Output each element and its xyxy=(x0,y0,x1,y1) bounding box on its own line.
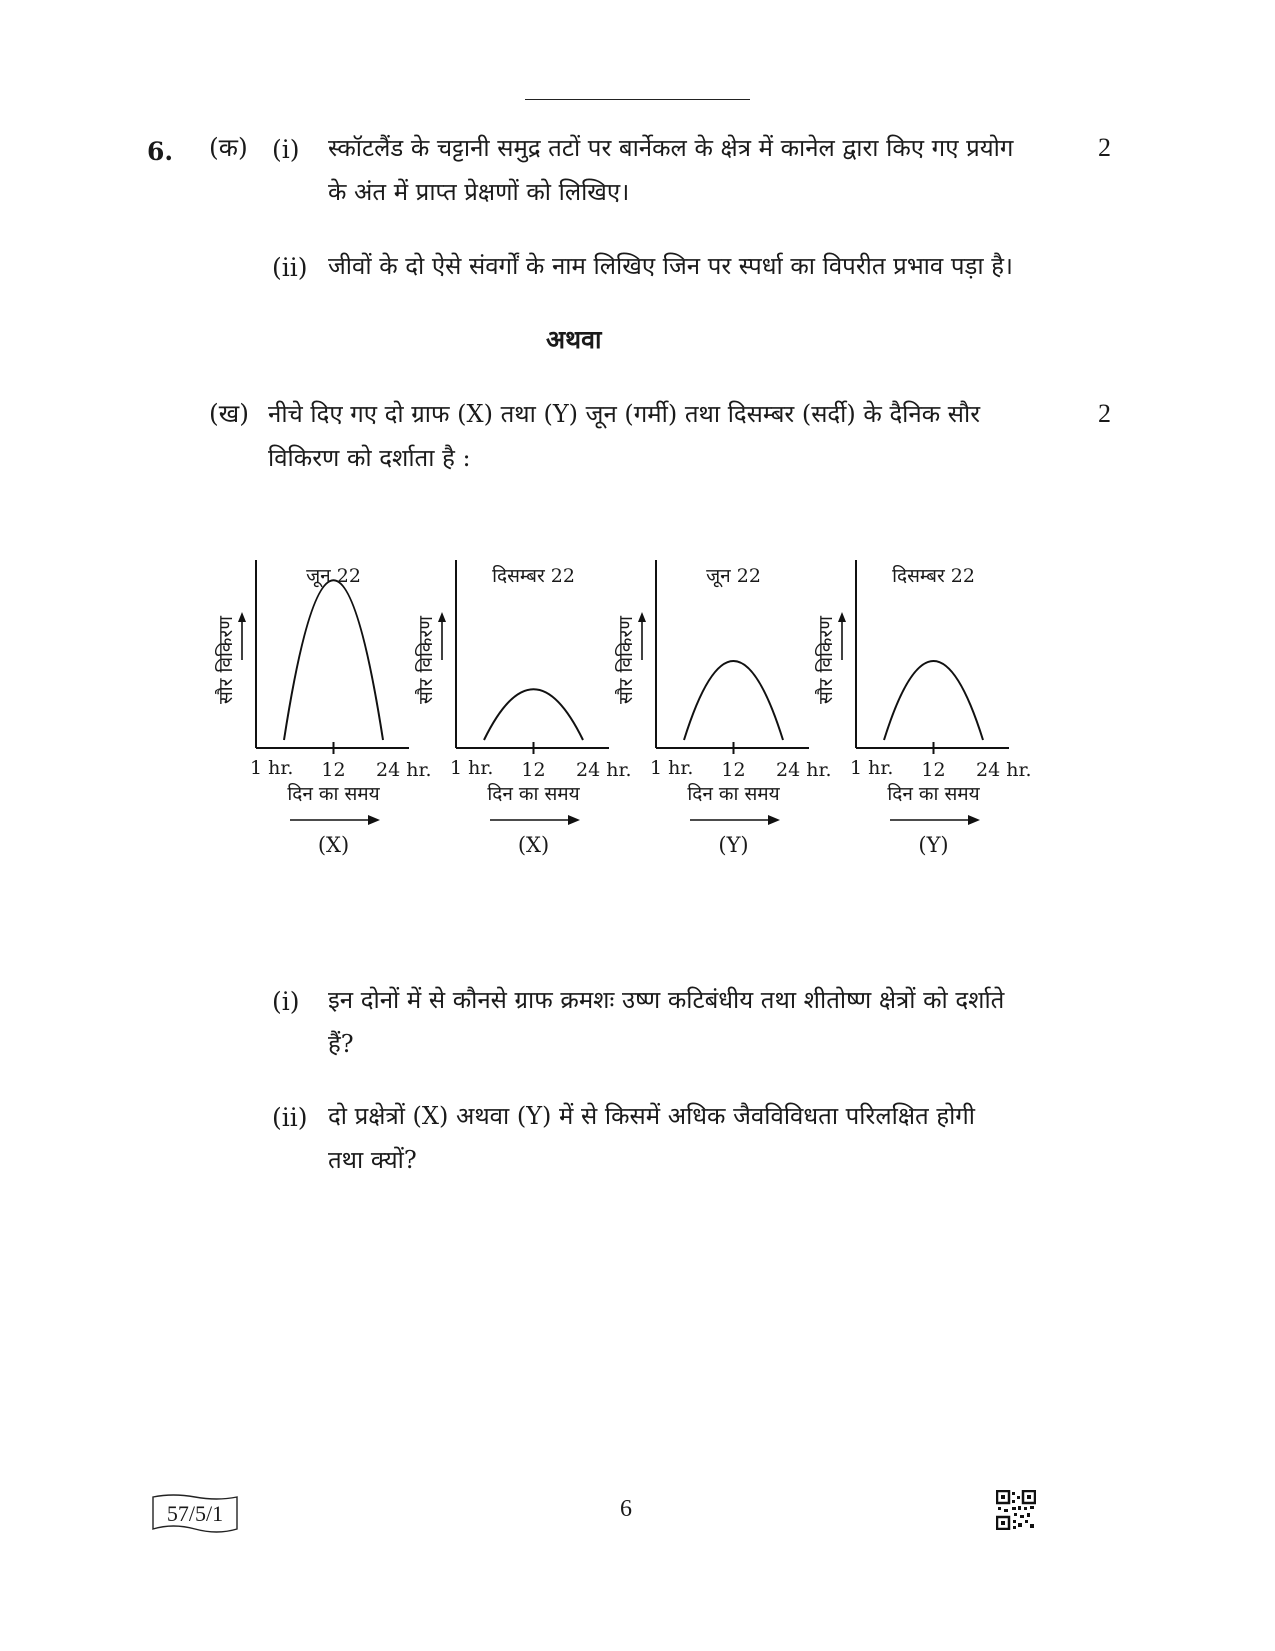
b-i-label: (i) xyxy=(272,987,300,1016)
x-tick-label-end-1: 24 hr. xyxy=(576,759,632,781)
x-tick-label-mid-1: 12 xyxy=(521,759,546,781)
qr-code-icon xyxy=(996,1490,1036,1530)
a-i-label: (i) xyxy=(272,135,300,164)
b-line2: विकिरण को दर्शाता है : xyxy=(268,444,471,472)
x-axis-label-3: दिन का समय xyxy=(887,783,980,805)
a-i-line1: स्कॉटलैंड के चट्टानी समुद्र तटों पर बार्नेकल के क्षेत्र में कानेल द्वारा किए गए प्रयोग xyxy=(328,134,1014,162)
x-arrow-head-icon-2 xyxy=(768,815,780,825)
part-a-label: (क) xyxy=(209,133,248,162)
x-tick-label-mid-2: 12 xyxy=(721,759,746,781)
a-ii-label: (ii) xyxy=(272,253,308,282)
question-number: 6. xyxy=(147,137,174,166)
b-ii-line2: तथा क्यों? xyxy=(328,1146,417,1174)
top-rule xyxy=(525,99,750,100)
x-axis-label-2: दिन का समय xyxy=(687,783,780,805)
b-i-line2: हैं? xyxy=(328,1030,354,1058)
x-tick-label-start-2: 1 hr. xyxy=(650,757,694,779)
x-tick-label-mid-0: 12 xyxy=(321,759,346,781)
radiation-curve-0 xyxy=(284,580,383,740)
chart-title-0: जून 22 xyxy=(306,565,361,587)
y-axis-label-3: सौर विकिरण xyxy=(815,615,837,705)
a-i-line2: के अंत में प्राप्त प्रेक्षणों को लिखिए। xyxy=(328,178,630,206)
y-axis-label-1: सौर विकिरण xyxy=(415,615,437,705)
b-line1: नीचे दिए गए दो ग्राफ (X) तथा (Y) जून (गर्मी) तथा दिसम्बर (सर्दी) के दैनिक सौर xyxy=(268,400,981,428)
a-ii-text: जीवों के दो ऐसे संवर्गों के नाम लिखिए जिन पर स्पर्धा का विपरीत प्रभाव पड़ा है। xyxy=(328,252,1014,280)
b-ii-label: (ii) xyxy=(272,1103,308,1132)
paper-code-box xyxy=(151,1493,239,1535)
radiation-curve-1 xyxy=(484,689,583,740)
x-tick-label-end-0: 24 hr. xyxy=(376,759,432,781)
x-tick-label-start-0: 1 hr. xyxy=(250,757,294,779)
y-arrow-head-icon-2 xyxy=(638,612,646,622)
chart-title-3: दिसम्बर 22 xyxy=(892,565,975,587)
x-tick-label-start-3: 1 hr. xyxy=(850,757,894,779)
graph-group-label-0: (X) xyxy=(317,833,350,857)
part-b-marks: 2 xyxy=(1098,399,1111,428)
y-arrow-head-icon-1 xyxy=(438,612,446,622)
solar-radiation-graphs xyxy=(200,560,1080,900)
part-a-marks: 2 xyxy=(1098,133,1111,162)
x-tick-label-end-3: 24 hr. xyxy=(976,759,1032,781)
y-axis-label-2: सौर विकिरण xyxy=(615,615,637,705)
y-arrow-head-icon-0 xyxy=(238,612,246,622)
b-i-line1: इन दोनों में से कौनसे ग्राफ क्रमशः उष्ण कटिबंधीय तथा शीतोष्ण क्षेत्रों को दर्शाते xyxy=(328,986,1005,1014)
graph-group-label-3: (Y) xyxy=(918,833,949,857)
solar-radiation-charts-svg xyxy=(200,560,1080,900)
chart-title-2: जून 22 xyxy=(706,565,761,587)
part-b-label: (ख) xyxy=(209,399,249,428)
x-arrow-head-icon-0 xyxy=(368,815,380,825)
x-tick-label-end-2: 24 hr. xyxy=(776,759,832,781)
radiation-curve-2 xyxy=(684,661,783,740)
graph-group-label-1: (X) xyxy=(517,833,550,857)
x-arrow-head-icon-1 xyxy=(568,815,580,825)
page-number: 6 xyxy=(620,1496,632,1522)
y-arrow-head-icon-3 xyxy=(838,612,846,622)
y-axis-label-0: सौर विकिरण xyxy=(215,615,237,705)
x-tick-label-start-1: 1 hr. xyxy=(450,757,494,779)
x-axis-label-0: दिन का समय xyxy=(287,783,380,805)
b-ii-line1: दो प्रक्षेत्रों (X) अथवा (Y) में से किसमें अधिक जैवविविधता परिलक्षित होगी xyxy=(328,1102,976,1130)
x-tick-label-mid-3: 12 xyxy=(921,759,946,781)
paper-code: 57/5/1 xyxy=(166,1501,224,1526)
x-arrow-head-icon-3 xyxy=(968,815,980,825)
or-separator: अथवा xyxy=(546,325,602,354)
radiation-curve-3 xyxy=(884,661,983,740)
graph-group-label-2: (Y) xyxy=(718,833,749,857)
x-axis-label-1: दिन का समय xyxy=(487,783,580,805)
chart-title-1: दिसम्बर 22 xyxy=(492,565,575,587)
